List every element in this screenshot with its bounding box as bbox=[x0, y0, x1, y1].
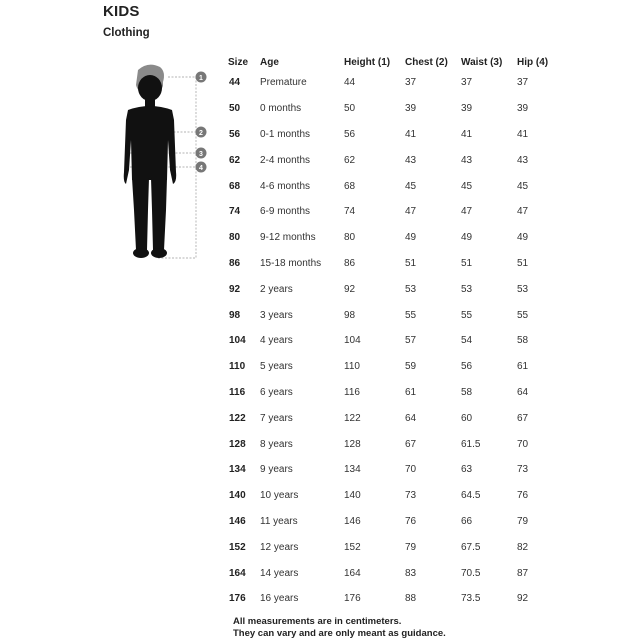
chest-cell: 59 bbox=[405, 361, 417, 373]
age-cell: 0-1 months bbox=[260, 128, 311, 140]
size-cell: 86 bbox=[229, 257, 241, 269]
hip-cell: 37 bbox=[517, 77, 529, 89]
table-row bbox=[224, 380, 557, 406]
height-cell: 50 bbox=[344, 103, 356, 115]
height-cell: 146 bbox=[344, 515, 361, 527]
age-cell: 4 years bbox=[260, 335, 293, 347]
waist-cell: 45 bbox=[461, 180, 473, 192]
age-cell: 9-12 months bbox=[260, 232, 316, 244]
hip-cell: 45 bbox=[517, 180, 529, 192]
waist-cell: 66 bbox=[461, 515, 473, 527]
size-cell: 98 bbox=[229, 309, 241, 321]
chest-cell: 55 bbox=[405, 309, 417, 321]
height-cell: 62 bbox=[344, 154, 356, 166]
waist-cell: 55 bbox=[461, 309, 473, 321]
size-cell: 134 bbox=[229, 464, 246, 476]
size-cell: 44 bbox=[229, 77, 241, 89]
waist-cell: 61.5 bbox=[461, 438, 481, 450]
age-cell: 6 years bbox=[260, 386, 293, 398]
age-cell: Premature bbox=[260, 77, 307, 89]
size-cell: 110 bbox=[229, 361, 246, 373]
chest-cell: 39 bbox=[405, 103, 417, 115]
waist-cell: 51 bbox=[461, 257, 473, 269]
hip-cell: 39 bbox=[517, 103, 529, 115]
hip-cell: 79 bbox=[517, 515, 529, 527]
table-row bbox=[224, 431, 557, 457]
height-cell: 164 bbox=[344, 567, 361, 579]
hip-cell: 67 bbox=[517, 412, 529, 424]
chest-cell: 64 bbox=[405, 412, 417, 424]
table-row bbox=[224, 457, 557, 483]
chest-cell: 73 bbox=[405, 490, 417, 502]
waist-cell: 67.5 bbox=[461, 541, 481, 553]
hip-cell: 76 bbox=[517, 490, 529, 502]
height-cell: 152 bbox=[344, 541, 361, 553]
size-cell: 62 bbox=[229, 154, 241, 166]
age-cell: 9 years bbox=[260, 464, 293, 476]
chest-cell: 79 bbox=[405, 541, 417, 553]
height-cell: 122 bbox=[344, 412, 361, 424]
page-title: KIDS bbox=[103, 3, 140, 20]
chest-cell: 57 bbox=[405, 335, 417, 347]
height-cell: 140 bbox=[344, 490, 361, 502]
height-cell: 98 bbox=[344, 309, 356, 321]
child-silhouette-icon bbox=[110, 60, 220, 265]
height-cell: 56 bbox=[344, 128, 356, 140]
chest-cell: 53 bbox=[405, 283, 417, 295]
hip-cell: 41 bbox=[517, 128, 529, 140]
hip-cell: 43 bbox=[517, 154, 529, 166]
table-header-row bbox=[224, 54, 557, 70]
table-row bbox=[224, 586, 557, 612]
page-subtitle: Clothing bbox=[103, 27, 150, 39]
hip-cell: 61 bbox=[517, 361, 529, 373]
age-cell: 0 months bbox=[260, 103, 302, 115]
age-cell: 4-6 months bbox=[260, 180, 311, 192]
height-cell: 134 bbox=[344, 464, 361, 476]
hip-cell: 58 bbox=[517, 335, 529, 347]
age-cell: 10 years bbox=[260, 490, 299, 502]
height-cell: 86 bbox=[344, 257, 356, 269]
height-cell: 176 bbox=[344, 593, 361, 605]
size-cell: 80 bbox=[229, 232, 241, 244]
height-cell: 104 bbox=[344, 335, 361, 347]
marker-1 bbox=[196, 72, 207, 83]
hip-cell: 53 bbox=[517, 283, 529, 295]
chest-cell: 51 bbox=[405, 257, 417, 269]
size-cell: 146 bbox=[229, 515, 246, 527]
column-header-size: Size bbox=[228, 56, 249, 68]
table-row bbox=[224, 147, 557, 173]
svg-text:2: 2 bbox=[199, 130, 203, 137]
table-row bbox=[224, 534, 557, 560]
height-cell: 128 bbox=[344, 438, 361, 450]
size-cell: 128 bbox=[229, 438, 246, 450]
waist-cell: 54 bbox=[461, 335, 473, 347]
chest-cell: 43 bbox=[405, 154, 417, 166]
waist-cell: 47 bbox=[461, 206, 473, 218]
table-row bbox=[224, 96, 557, 122]
hip-cell: 73 bbox=[517, 464, 529, 476]
chest-cell: 88 bbox=[405, 593, 417, 605]
waist-cell: 63 bbox=[461, 464, 473, 476]
age-cell: 2-4 months bbox=[260, 154, 311, 166]
table-row bbox=[224, 354, 557, 380]
size-cell: 116 bbox=[229, 386, 246, 398]
size-cell: 92 bbox=[229, 283, 241, 295]
height-cell: 92 bbox=[344, 283, 356, 295]
waist-cell: 64.5 bbox=[461, 490, 481, 502]
size-cell: 56 bbox=[229, 128, 241, 140]
size-cell: 122 bbox=[229, 412, 246, 424]
column-header-hip: Hip (4) bbox=[517, 56, 549, 68]
child-body bbox=[124, 65, 176, 258]
hip-cell: 87 bbox=[517, 567, 529, 579]
waist-cell: 39 bbox=[461, 103, 473, 115]
column-header-waist: Waist (3) bbox=[461, 56, 503, 68]
table-row bbox=[224, 70, 557, 96]
age-cell: 5 years bbox=[260, 361, 293, 373]
table-row bbox=[224, 509, 557, 535]
svg-text:1: 1 bbox=[199, 75, 203, 82]
chest-cell: 70 bbox=[405, 464, 417, 476]
height-cell: 44 bbox=[344, 77, 356, 89]
age-cell: 14 years bbox=[260, 567, 299, 579]
chest-cell: 61 bbox=[405, 386, 417, 398]
chest-cell: 41 bbox=[405, 128, 417, 140]
marker-3 bbox=[196, 148, 207, 159]
measurement-note bbox=[233, 616, 446, 639]
size-cell: 104 bbox=[229, 335, 246, 347]
hip-cell: 70 bbox=[517, 438, 529, 450]
note-line-1: All measurements are in centimeters. bbox=[233, 616, 402, 627]
hip-cell: 51 bbox=[517, 257, 529, 269]
table-row bbox=[224, 405, 557, 431]
waist-cell: 43 bbox=[461, 154, 473, 166]
height-cell: 110 bbox=[344, 361, 360, 373]
age-cell: 6-9 months bbox=[260, 206, 311, 218]
size-cell: 68 bbox=[229, 180, 241, 192]
hip-cell: 92 bbox=[517, 593, 529, 605]
height-cell: 116 bbox=[344, 386, 360, 398]
table-row bbox=[224, 251, 557, 277]
chest-cell: 47 bbox=[405, 206, 417, 218]
age-cell: 8 years bbox=[260, 438, 293, 450]
hip-cell: 82 bbox=[517, 541, 529, 553]
column-header-height: Height (1) bbox=[344, 56, 391, 68]
waist-cell: 53 bbox=[461, 283, 473, 295]
waist-cell: 41 bbox=[461, 128, 473, 140]
waist-cell: 56 bbox=[461, 361, 473, 373]
waist-cell: 58 bbox=[461, 386, 473, 398]
age-cell: 3 years bbox=[260, 309, 293, 321]
table-row bbox=[224, 122, 557, 148]
chest-cell: 76 bbox=[405, 515, 417, 527]
table-row bbox=[224, 173, 557, 199]
size-cell: 152 bbox=[229, 541, 246, 553]
table-row bbox=[224, 328, 557, 354]
chest-cell: 37 bbox=[405, 77, 417, 89]
column-header-chest: Chest (2) bbox=[405, 56, 448, 68]
chest-cell: 67 bbox=[405, 438, 417, 450]
note-line-2: They can vary and are only meant as guidance. bbox=[233, 627, 446, 639]
table-row bbox=[224, 199, 557, 225]
age-cell: 15-18 months bbox=[260, 257, 322, 269]
marker-4 bbox=[196, 162, 207, 173]
waist-cell: 70.5 bbox=[461, 567, 481, 579]
hip-cell: 47 bbox=[517, 206, 529, 218]
size-cell: 50 bbox=[229, 103, 241, 115]
age-cell: 16 years bbox=[260, 593, 299, 605]
age-cell: 12 years bbox=[260, 541, 299, 553]
size-cell: 176 bbox=[229, 593, 246, 605]
size-cell: 164 bbox=[229, 567, 246, 579]
table-row bbox=[224, 276, 557, 302]
hip-cell: 64 bbox=[517, 386, 529, 398]
chest-cell: 49 bbox=[405, 232, 417, 244]
age-cell: 11 years bbox=[260, 515, 298, 527]
waist-cell: 73.5 bbox=[461, 593, 481, 605]
table-row bbox=[224, 560, 557, 586]
chest-cell: 83 bbox=[405, 567, 417, 579]
table-row bbox=[224, 225, 557, 251]
marker-2 bbox=[196, 127, 207, 138]
waist-cell: 49 bbox=[461, 232, 473, 244]
size-cell: 74 bbox=[229, 206, 241, 218]
svg-text:4: 4 bbox=[199, 165, 203, 172]
size-chart-table bbox=[224, 54, 557, 612]
table-row bbox=[224, 483, 557, 509]
waist-cell: 37 bbox=[461, 77, 473, 89]
size-cell: 140 bbox=[229, 490, 246, 502]
age-cell: 2 years bbox=[260, 283, 293, 295]
chest-cell: 45 bbox=[405, 180, 417, 192]
hip-cell: 55 bbox=[517, 309, 529, 321]
height-cell: 68 bbox=[344, 180, 356, 192]
table-row bbox=[224, 302, 557, 328]
height-cell: 80 bbox=[344, 232, 356, 244]
column-header-age: Age bbox=[260, 56, 279, 68]
svg-text:3: 3 bbox=[199, 151, 203, 158]
age-cell: 7 years bbox=[260, 412, 293, 424]
hip-cell: 49 bbox=[517, 232, 529, 244]
height-cell: 74 bbox=[344, 206, 356, 218]
waist-cell: 60 bbox=[461, 412, 473, 424]
